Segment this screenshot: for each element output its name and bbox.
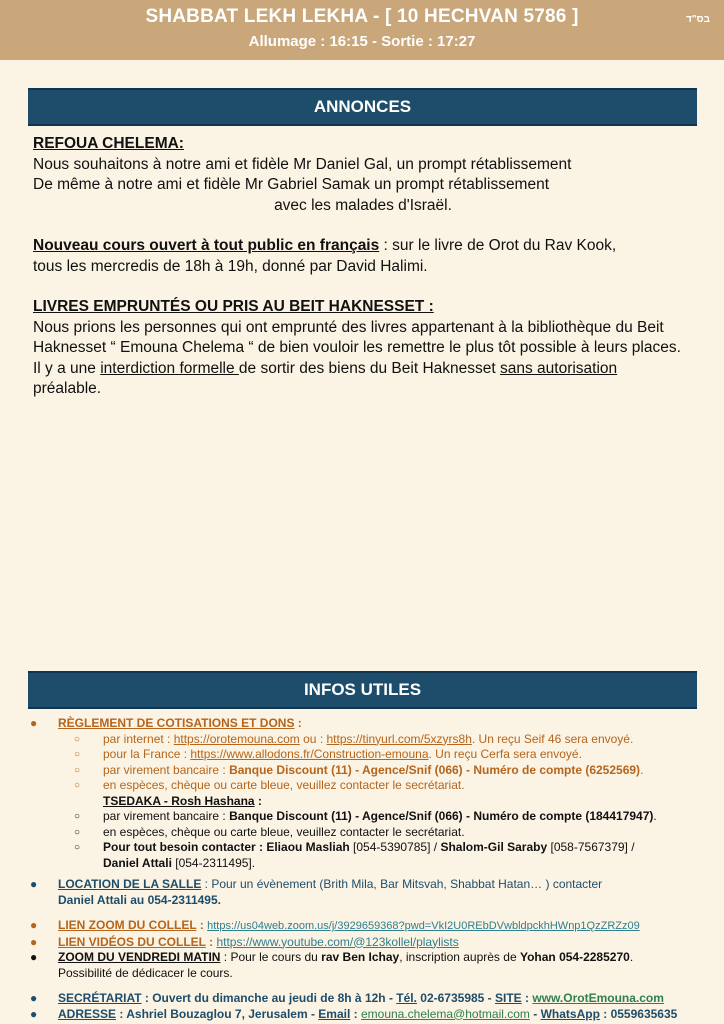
bullet-icon: ● — [30, 1006, 38, 1021]
annonces-band: ANNONCES — [28, 88, 697, 126]
adresse-text: : Ashriel Bouzaglou 7, Jerusalem - — [116, 1006, 319, 1021]
videos-colon: : — [205, 934, 217, 949]
bsd-mark: בס"ד — [686, 14, 710, 25]
circle-bullet-icon: ○ — [74, 811, 81, 822]
adresse-title: ADRESSE — [58, 1006, 117, 1021]
cotisations-title: RÈGLEMENT DE COTISATIONS ET DONS — [58, 716, 295, 730]
site-colon: : — [521, 991, 533, 1005]
bullet-icon: ● — [30, 934, 38, 949]
list-item-videos — [30, 935, 710, 951]
whatsapp-label: WhatsApp — [540, 1006, 600, 1021]
circle-bullet-icon: ○ — [74, 842, 81, 853]
contact-name2: Shalom-Gil Saraby — [440, 840, 548, 854]
announcements-section — [33, 134, 693, 400]
circle-bullet-icon: ○ — [74, 780, 81, 791]
infos-section — [30, 716, 710, 1022]
tel-label: Tél. — [396, 991, 417, 1005]
list-item-zoom — [30, 918, 710, 935]
infos-band: INFOS UTILES — [28, 671, 697, 709]
email-colon: : — [350, 1006, 361, 1021]
cours-title: Nouveau cours ouvert à tout public en français — [33, 237, 380, 254]
circle-bullet-icon: ○ — [74, 749, 81, 760]
header-banner — [0, 0, 724, 60]
vendredi-text: : Pour le cours du — [220, 950, 322, 964]
livres-p2-c: préalable. — [33, 380, 102, 397]
list-item-secretariat — [30, 991, 710, 1007]
especes2-text: en espèces, chèque ou carte bleue, veuillez contacter le secrétariat. — [103, 824, 465, 839]
email-sep: - — [529, 1006, 541, 1021]
allodons-link[interactable]: https://www.allodons.fr/Construction-emouna — [190, 747, 429, 761]
secretariat-text: : Ouvert du dimanche au jeudi de 8h à 12h - — [141, 991, 397, 1005]
virement2-bank: Banque Discount (11) - Agence/Snif (066) - Numéro de compte (184417947) — [229, 809, 654, 823]
sub-item-internet — [30, 732, 710, 748]
email-label: Email — [318, 1006, 351, 1021]
circle-bullet-icon: ○ — [74, 826, 81, 838]
tsedaka-title: TSEDAKA - Rosh Hashana — [103, 793, 255, 808]
videos-title: LIEN VIDÉOS DU COLLEL — [58, 934, 206, 949]
page-title: SHABBAT LEKH LEKHA - [ 10 HECHVAN 5786 ] — [145, 6, 579, 27]
bullet-icon: ● — [30, 877, 38, 891]
vendredi-rav: rav Ben Ichay — [321, 950, 400, 964]
bullet-icon: ● — [30, 918, 38, 932]
virement1-label: par virement bancaire : — [103, 762, 230, 777]
virement1-end: . — [640, 762, 644, 777]
list-item-location — [30, 877, 710, 908]
contact-tel1: [054-5390785] / — [349, 840, 441, 854]
location-contact: Daniel Attali au 054-2311495. — [58, 892, 221, 907]
virement1-bank: Banque Discount (11) - Agence/Snif (066) - Numéro de compte (6252569) — [229, 762, 641, 777]
bullet-icon: ● — [30, 716, 38, 730]
vendredi-contact: Yohan 054-2285270 — [519, 950, 630, 964]
contact-line-2 — [30, 856, 710, 872]
livres-title: LIVRES EMPRUNTÉS OU PRIS AU BEIT HAKNESSET : — [33, 298, 434, 315]
refoua-title: REFOUA CHELEMA: — [33, 135, 184, 152]
internet-note: . Un reçu Seif 46 sera envoyé. — [471, 731, 634, 746]
sub-item-contact — [30, 840, 710, 856]
contact-tel2: [058-7567379] / — [547, 840, 635, 854]
sans-autorisation-text: sans autorisation — [499, 359, 618, 377]
refoua-line-2: De même à notre ami et fidèle Mr Gabriel Samak un prompt rétablissement — [33, 176, 550, 193]
livres-text: Nous prions les personnes qui ont emprunté des livres appartenant à la bibliothèque du Beit Haknesset “ Emouna Chelema “ de bien vouloir les remettre le plus tôt possible à leurs places. — [33, 318, 681, 356]
vendredi-title: ZOOM DU VENDREDI MATIN — [58, 950, 221, 964]
shabbat-times: Allumage : 16:15 - Sortie : 17:27 — [248, 33, 476, 50]
bullet-icon: ● — [30, 991, 38, 1005]
internet-label: par internet : — [103, 731, 174, 746]
tsedaka-colon: : — [254, 793, 262, 808]
cours-text: : sur le livre de Orot du Rav Kook, — [379, 237, 617, 254]
vendredi-end: . — [629, 950, 634, 964]
bullet-icon: ● — [30, 950, 38, 964]
france-label: pour la France : — [103, 747, 191, 761]
internet-ou: ou : — [299, 731, 327, 746]
tinyurl-link[interactable]: https://tinyurl.com/5xzyrs8h — [326, 731, 472, 746]
location-title: LOCATION DE LA SALLE — [58, 877, 202, 891]
sub-item-france — [30, 747, 710, 763]
orotemouna-link[interactable]: https://orotemouna.com — [173, 731, 300, 746]
sub-item-virement-2 — [30, 809, 710, 825]
zoom-colon: : — [196, 918, 208, 932]
site-label: SITE — [495, 991, 522, 1005]
refoua-line-3: avec les malades d'Israël. — [274, 196, 452, 214]
videos-link[interactable]: https://www.youtube.com/@123kollel/playlists — [216, 934, 459, 949]
virement2-end: . — [653, 809, 657, 823]
location-text: : Pour un évènement (Brith Mila, Bar Mitsvah, Shabbat Hatan… ) contacter — [201, 877, 603, 891]
email-link[interactable]: emouna.chelema@hotmail.com — [360, 1006, 530, 1021]
cotisations-colon: : — [294, 716, 302, 730]
list-item-adresse — [30, 1007, 710, 1023]
zoom-title: LIEN ZOOM DU COLLEL — [58, 918, 197, 932]
sub-item-especes-2 — [30, 825, 710, 841]
vendredi-text2: , inscription auprès de — [399, 950, 520, 964]
livres-p2-b: de sortir des biens du Beit Haknesset — [238, 359, 500, 377]
vendredi-note: Possibilité de dédicacer le cours. — [58, 965, 233, 980]
circle-bullet-icon: ○ — [74, 764, 81, 776]
secretariat-title: SECRÉTARIAT — [58, 991, 142, 1005]
tsedaka-heading — [30, 794, 710, 810]
france-note: . Un reçu Cerfa sera envoyé. — [428, 747, 582, 761]
contact-tel3: [054-2311495]. — [171, 855, 256, 870]
zoom-link[interactable]: https://us04web.zoom.us/j/3929659368?pwd=VkI2U0REbDVwbldpckhHWnp1QzZRZz09 — [207, 920, 640, 932]
virement2-label: par virement bancaire : — [103, 809, 230, 823]
refoua-line-1: Nous souhaitons à notre ami et fidèle Mr Daniel Gal, un prompt rétablissement — [33, 155, 572, 173]
livres-p2-a: Il y a une — [33, 359, 101, 377]
contact-label: Pour tout besoin contacter : Eliaou Masliah — [103, 840, 350, 854]
sub-item-virement-1 — [30, 763, 710, 779]
tel-value: 02-6735985 - — [416, 991, 496, 1005]
circle-bullet-icon: ○ — [74, 733, 81, 745]
contact-name3: Daniel Attali — [103, 855, 172, 870]
list-item-vendredi — [30, 950, 710, 981]
list-item-cotisations — [30, 716, 710, 732]
sub-item-especes-1 — [30, 778, 710, 794]
whatsapp-value: : 0559635635 — [599, 1006, 678, 1021]
interdiction-text: interdiction formelle — [100, 359, 239, 377]
especes1-text: en espèces, chèque ou carte bleue, veuillez contacter le secrétariat. — [103, 778, 465, 792]
site-link[interactable]: www.OrotEmouna.com — [532, 991, 664, 1005]
cours-text-2: tous les mercredis de 18h à 19h, donné par David Halimi. — [33, 257, 428, 275]
